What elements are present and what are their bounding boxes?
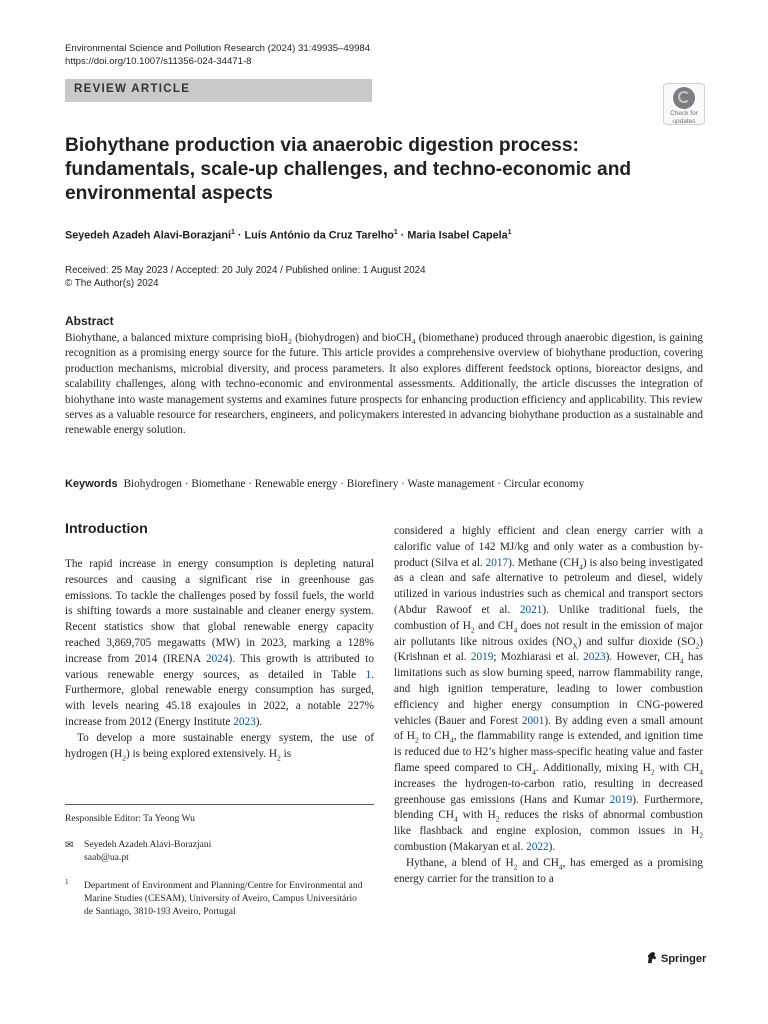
affiliation-number: 1 [65, 878, 69, 886]
springer-horse-icon [645, 951, 658, 964]
check-for-updates-button[interactable] [663, 83, 705, 125]
publisher-name: Springer [661, 953, 707, 965]
paragraph: The rapid increase in energy consumption is depleting natural resources and causing a significant rise in greenhouse gas emissions. To tackle the challenges posed by fossil fuels, the world is shifting towards a more sustainable and cleaner energy system. Recent statistics show that global renewable energy capacity reached 3,869,705 megawatts (MW) in 2023, marking a 128% increase from 2014 (IRENA 2024). This growth is attributed to various renewable energy sources, as detailed in Table 1. Furthermore, global renewable energy consumption has surged, with levels nearing 45.18 exajoules in 2022, a notable 227% increase from 2012 (Energy Institute 2023). [65, 558, 375, 728]
section-heading-introduction: Introduction [65, 521, 148, 537]
citation-link[interactable]: 2022 [526, 840, 549, 853]
citation-link[interactable]: 2023 [583, 651, 606, 664]
keywords [65, 477, 703, 492]
abstract-text: Biohythane, a balanced mixture comprising bioH$_2$ (biohydrogen) and bioCH$_4$ (biomethane) produced through anaerobic digestion, is gaining recognition as a promising energy source for the future. This article provides a comprehensive overview of biohythane production, covering production mechanisms, microbial diversity, and process parameters. It also explores different feedstock options, bioreactor designs, and scalability challenges, along with techno-economic and environmental assessments. Additionally, the article discusses the integration of biohythane into waste management systems and examines future prospects for enhancing production efficiency and applicability. This review serves as a valuable resource for researchers, engineers, and policymakers interested in advancing biohythane production as a sustainable and renewable energy solution. [65, 332, 703, 437]
citation-link[interactable]: 2024 [206, 652, 229, 665]
publication-dates: Received: 25 May 2023 / Accepted: 20 July 2024 / Published online: 1 August 2024 [65, 265, 426, 276]
citation-link[interactable]: 2021 [519, 603, 543, 616]
doi-link[interactable]: https://doi.org/10.1007/s11356-024-34471-8 [65, 56, 252, 67]
body-column-left [65, 557, 374, 762]
envelope-icon: ✉ [65, 840, 74, 851]
article-type-banner [65, 79, 372, 102]
paragraph: To develop a more sustainable energy system, the use of hydrogen $(H_2)$ is being explored extensively. $H_2$ is [65, 731, 374, 762]
corresponding-author-email[interactable]: saab@ua.pt [84, 852, 129, 863]
affiliation-text: Department of Environment and Planning/Centre for Environmental and Marine Studies (CESAM), University of Aveiro, Campus Universitário de Santiago, 3810-193 Aveiro, Portugal [84, 880, 363, 917]
citation-link[interactable]: 2001 [521, 714, 545, 727]
citation-link[interactable]: 2019 [609, 793, 633, 806]
responsible-editor: Responsible Editor: Ta Yeong Wu [65, 813, 195, 824]
citation-link[interactable]: 2017 [485, 556, 509, 569]
publisher-logo [645, 951, 706, 965]
keywords-list: Biohydrogen · Biomethane · Renewable energy · Biorefinery · Waste management · Circular economy [123, 478, 585, 490]
check-updates-icon [673, 87, 695, 109]
author-affiliation: 1 [231, 229, 235, 236]
body-column-right [394, 524, 703, 887]
author-affiliation: 1 [507, 229, 512, 236]
author-name[interactable]: Maria Isabel Capela [407, 229, 508, 242]
citation-link[interactable]: 2023 [233, 715, 256, 728]
author-name[interactable]: Luís António da Cruz Tarelho [244, 229, 394, 242]
author-list: Seyedeh Azadeh Alavi-Borazjani$^1$ · Luís António da Cruz Tarelho$^1$ · Maria Isabel Capela$^1$ [65, 229, 512, 242]
check-updates-line2: updates [672, 118, 696, 125]
citation-link[interactable]: 2019 [470, 651, 494, 664]
copyright-notice: © The Author(s) 2024 [65, 278, 159, 289]
corresponding-author-name: Seyedeh Azadeh Alavi-Borazjani [84, 839, 212, 850]
paragraph: considered a highly efficient and clean energy carrier with a calorific value of 142 MJ/kg and only water as a combustion by-product (Silva et al. 2017). Methane $(CH_4)$ is also being investigated as a clean and safe alternative to petroleum and diesel, widely utilized in various industries such as chemical and transport sectors (Abdur Rawoof et al. 2021). Unlike traditional fuels, the combustion of $H_2$ and $CH_4$ does not result in the emission of major air pollutants like nitrous oxides $(NO_X)$ and sulfur dioxide $(SO_2)$ (Krishnan et al. 2019; Mozhiarasi et al. 2023). However, $CH_4$ has limitations such as slow burning speed, narrow flammability range, and high ignition temperature, leading to lower combustion efficiency and higher energy consumption in CNG-powered vehicles (Bauer and Forest 2001). By adding even a small amount of $H_2$ to $CH_4$, the flammability range is extended, and ignition time is reduced due to H2’s higher mass-specific heating value and faster flame speed compared to $CH_4$. Additionally, mixing $H_2$ with $CH_4$ increases the hydrogen-to-carbon ratio, resulting in decreased greenhouse gas emissions (Hans and Kumar 2019). Furthermore, blending $CH_4$ with $H_2$ reduces the risks of abnormal combustion like flashback and engine explosion, common issues in $H_2$ combustion (Makaryan et al. 2022). [394, 525, 704, 853]
author-affiliation: 1 [393, 229, 398, 236]
article-type-label: REVIEW ARTICLE [74, 83, 191, 95]
journal-citation: Environmental Science and Pollution Research (2024) 31:49935–49984 [65, 43, 371, 54]
author-name[interactable]: Seyedeh Azadeh Alavi-Borazjani [65, 229, 232, 242]
keywords-heading: Keywords [65, 478, 118, 490]
article-title: Biohythane production via anaerobic digestion process: fundamentals, scale-up challenges, and techno-economic and environmental aspects [65, 135, 632, 204]
check-updates-line1: Check for [670, 110, 698, 117]
footnote-divider [65, 804, 374, 805]
table-link[interactable]: 1 [365, 668, 372, 681]
paragraph: Hythane, a blend of $H_2$ and $CH_4$, has emerged as a promising energy carrier for the transition to a [394, 856, 703, 885]
abstract-heading: Abstract [65, 314, 114, 328]
